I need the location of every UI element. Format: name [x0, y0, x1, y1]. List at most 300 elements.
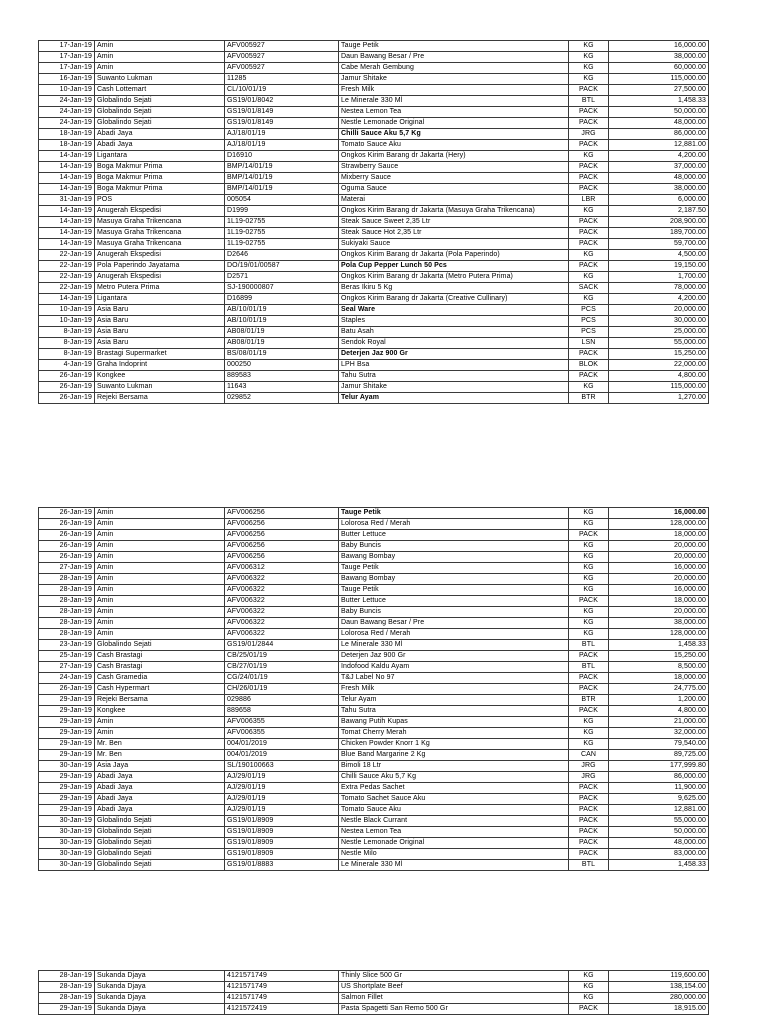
date-cell: 27-Jan-19 [39, 563, 95, 574]
vendor-cell: Abadi Jaya [95, 805, 225, 816]
vendor-cell: POS [95, 195, 225, 206]
date-cell: 29-Jan-19 [39, 1004, 95, 1015]
vendor-cell: Amin [95, 728, 225, 739]
table-row [39, 195, 709, 206]
item-cell: Telur Ayam [339, 393, 569, 404]
item-cell: Ongkos Kirim Barang dr Jakarta (Hery) [339, 151, 569, 162]
ref-cell: AB08/01/19 [225, 327, 339, 338]
item-cell: Tomato Sauce Aku [339, 805, 569, 816]
table-row [39, 607, 709, 618]
unit-cell: BTL [569, 662, 609, 673]
vendor-cell: Asia Jaya [95, 761, 225, 772]
date-cell: 24-Jan-19 [39, 118, 95, 129]
unit-cell: KG [569, 151, 609, 162]
ref-cell: 004/01/2019 [225, 750, 339, 761]
date-cell: 14-Jan-19 [39, 162, 95, 173]
unit-cell: PACK [569, 805, 609, 816]
amount-cell: 37,000.00 [609, 162, 709, 173]
table-row [39, 508, 709, 519]
table-row [39, 316, 709, 327]
table-row [39, 184, 709, 195]
item-cell: Telur Ayam [339, 695, 569, 706]
unit-cell: PACK [569, 371, 609, 382]
unit-cell: KG [569, 74, 609, 85]
table-row [39, 294, 709, 305]
ref-cell: AJ/29/01/19 [225, 783, 339, 794]
ref-cell: AFV006256 [225, 552, 339, 563]
ref-cell: AFV006312 [225, 563, 339, 574]
item-cell: Steak Sauce Hot 2,35 Ltr [339, 228, 569, 239]
table-row [39, 993, 709, 1004]
unit-cell: BTL [569, 96, 609, 107]
vendor-cell: Masuya Graha Trikencana [95, 228, 225, 239]
amount-cell: 1,458.33 [609, 640, 709, 651]
amount-cell: 20,000.00 [609, 305, 709, 316]
date-cell: 22-Jan-19 [39, 283, 95, 294]
vendor-cell: Globalindo Sejati [95, 860, 225, 871]
date-cell: 31-Jan-19 [39, 195, 95, 206]
amount-cell: 20,000.00 [609, 541, 709, 552]
amount-cell: 1,458.33 [609, 860, 709, 871]
amount-cell: 4,800.00 [609, 706, 709, 717]
item-cell: Baby Buncis [339, 607, 569, 618]
vendor-cell: Amin [95, 508, 225, 519]
date-cell: 18-Jan-19 [39, 129, 95, 140]
unit-cell: KG [569, 717, 609, 728]
unit-cell: PACK [569, 118, 609, 129]
date-cell: 14-Jan-19 [39, 151, 95, 162]
amount-cell: 8,500.00 [609, 662, 709, 673]
amount-cell: 83,000.00 [609, 849, 709, 860]
vendor-cell: Asia Baru [95, 327, 225, 338]
amount-cell: 15,250.00 [609, 349, 709, 360]
table-row [39, 827, 709, 838]
amount-cell: 208,900.00 [609, 217, 709, 228]
date-cell: 29-Jan-19 [39, 805, 95, 816]
amount-cell: 78,000.00 [609, 283, 709, 294]
amount-cell: 11,900.00 [609, 783, 709, 794]
ref-cell: 1L19-02755 [225, 239, 339, 250]
amount-cell: 18,000.00 [609, 673, 709, 684]
table-row [39, 338, 709, 349]
item-cell: Sendok Royal [339, 338, 569, 349]
item-cell: Bawang Bombay [339, 574, 569, 585]
vendor-cell: Abadi Jaya [95, 794, 225, 805]
item-cell: T&J Label No 97 [339, 673, 569, 684]
amount-cell: 48,000.00 [609, 173, 709, 184]
unit-cell: BTL [569, 860, 609, 871]
unit-cell: KG [569, 982, 609, 993]
ref-cell: 005054 [225, 195, 339, 206]
vendor-cell: Anugerah Ekspedisi [95, 206, 225, 217]
vendor-cell: Asia Baru [95, 338, 225, 349]
vendor-cell: Cash Hypermart [95, 684, 225, 695]
table-row [39, 250, 709, 261]
amount-cell: 27,500.00 [609, 85, 709, 96]
vendor-cell: Metro Putera Prima [95, 283, 225, 294]
item-cell: Tahu Sutra [339, 371, 569, 382]
vendor-cell: Mr. Ben [95, 750, 225, 761]
vendor-cell: Cash Lottemart [95, 85, 225, 96]
unit-cell: PCS [569, 305, 609, 316]
unit-cell: PACK [569, 673, 609, 684]
date-cell: 26-Jan-19 [39, 393, 95, 404]
vendor-cell: Kongkee [95, 706, 225, 717]
amount-cell: 2,187.50 [609, 206, 709, 217]
item-cell: Lolorosa Red / Merah [339, 519, 569, 530]
table-row [39, 717, 709, 728]
item-cell: Strawberry Sauce [339, 162, 569, 173]
ref-cell: AFV005927 [225, 63, 339, 74]
ref-cell: SJ-190000807 [225, 283, 339, 294]
ref-cell: GS19/01/8149 [225, 118, 339, 129]
unit-cell: KG [569, 63, 609, 74]
date-cell: 28-Jan-19 [39, 574, 95, 585]
unit-cell: PACK [569, 107, 609, 118]
vendor-cell: Globalindo Sejati [95, 107, 225, 118]
ref-cell: GS19/01/8909 [225, 849, 339, 860]
date-cell: 30-Jan-19 [39, 849, 95, 860]
date-cell: 26-Jan-19 [39, 371, 95, 382]
table-row [39, 151, 709, 162]
item-cell: Blue Band Margarine 2 Kg [339, 750, 569, 761]
date-cell: 26-Jan-19 [39, 684, 95, 695]
table-row [39, 816, 709, 827]
vendor-cell: Globalindo Sejati [95, 849, 225, 860]
vendor-cell: Amin [95, 52, 225, 63]
item-cell: Fresh Milk [339, 85, 569, 96]
amount-cell: 280,000.00 [609, 993, 709, 1004]
amount-cell: 128,000.00 [609, 629, 709, 640]
vendor-cell: Ligantara [95, 294, 225, 305]
table-row [39, 728, 709, 739]
table-row [39, 41, 709, 52]
item-cell: US Shortplate Beef [339, 982, 569, 993]
amount-cell: 60,000.00 [609, 63, 709, 74]
amount-cell: 1,270.00 [609, 393, 709, 404]
ref-cell: GS19/01/8042 [225, 96, 339, 107]
amount-cell: 119,600.00 [609, 971, 709, 982]
table-row [39, 673, 709, 684]
item-cell: Batu Asah [339, 327, 569, 338]
amount-cell: 9,625.00 [609, 794, 709, 805]
table-row [39, 217, 709, 228]
vendor-cell: Amin [95, 618, 225, 629]
table-row [39, 283, 709, 294]
vendor-cell: Globalindo Sejati [95, 96, 225, 107]
table-row [39, 63, 709, 74]
unit-cell: BTR [569, 393, 609, 404]
item-cell: Ongkos Kirim Barang dr Jakarta (Pola Paperindo) [339, 250, 569, 261]
date-cell: 8-Jan-19 [39, 349, 95, 360]
vendor-cell: Asia Baru [95, 316, 225, 327]
unit-cell: PACK [569, 783, 609, 794]
amount-cell: 4,200.00 [609, 151, 709, 162]
date-cell: 22-Jan-19 [39, 250, 95, 261]
item-cell: Chilli Sauce Aku 5,7 Kg [339, 129, 569, 140]
table-row [39, 982, 709, 993]
table-row [39, 239, 709, 250]
table-row [39, 371, 709, 382]
vendor-cell: Amin [95, 552, 225, 563]
item-cell: Nestle Black Currant [339, 816, 569, 827]
ref-cell: AFV006355 [225, 717, 339, 728]
vendor-cell: Boga Makmur Prima [95, 173, 225, 184]
unit-cell: KG [569, 618, 609, 629]
unit-cell: PACK [569, 217, 609, 228]
ref-cell: AFV006322 [225, 629, 339, 640]
ref-cell: 4121571749 [225, 971, 339, 982]
item-cell: Seal Ware [339, 305, 569, 316]
table-row [39, 783, 709, 794]
table-row [39, 74, 709, 85]
ref-cell: SL/190100663 [225, 761, 339, 772]
date-cell: 30-Jan-19 [39, 827, 95, 838]
table-row [39, 272, 709, 283]
date-cell: 28-Jan-19 [39, 993, 95, 1004]
table-row [39, 96, 709, 107]
ref-cell: AFV006322 [225, 607, 339, 618]
table-row [39, 585, 709, 596]
date-cell: 16-Jan-19 [39, 74, 95, 85]
table-row [39, 162, 709, 173]
amount-cell: 50,000.00 [609, 107, 709, 118]
ref-cell: AJ/29/01/19 [225, 772, 339, 783]
date-cell: 18-Jan-19 [39, 140, 95, 151]
table-row [39, 85, 709, 96]
item-cell: Bawang Putih Kupas [339, 717, 569, 728]
unit-cell: KG [569, 629, 609, 640]
date-cell: 29-Jan-19 [39, 750, 95, 761]
date-cell: 29-Jan-19 [39, 717, 95, 728]
amount-cell: 1,700.00 [609, 272, 709, 283]
ref-cell: CG/24/01/19 [225, 673, 339, 684]
table-row [39, 519, 709, 530]
table-row [39, 382, 709, 393]
item-cell: Tauge Petik [339, 563, 569, 574]
vendor-cell: Amin [95, 629, 225, 640]
vendor-cell: Amin [95, 541, 225, 552]
vendor-cell: Boga Makmur Prima [95, 184, 225, 195]
table-row [39, 739, 709, 750]
date-cell: 24-Jan-19 [39, 673, 95, 684]
amount-cell: 128,000.00 [609, 519, 709, 530]
item-cell: Jamur Shitake [339, 382, 569, 393]
vendor-cell: Amin [95, 574, 225, 585]
amount-cell: 38,000.00 [609, 184, 709, 195]
ref-cell: AFV006256 [225, 508, 339, 519]
item-cell: Deterjen Jaz 900 Gr [339, 349, 569, 360]
unit-cell: PACK [569, 530, 609, 541]
ref-cell: AFV006256 [225, 519, 339, 530]
ref-cell: 889583 [225, 371, 339, 382]
table-row [39, 530, 709, 541]
amount-cell: 189,700.00 [609, 228, 709, 239]
vendor-cell: Amin [95, 607, 225, 618]
date-cell: 29-Jan-19 [39, 739, 95, 750]
item-cell: Beras Ikiru 5 Kg [339, 283, 569, 294]
vendor-cell: Suwanto Lukman [95, 382, 225, 393]
date-cell: 8-Jan-19 [39, 338, 95, 349]
unit-cell: PACK [569, 827, 609, 838]
vendor-cell: Amin [95, 519, 225, 530]
unit-cell: PACK [569, 173, 609, 184]
vendor-cell: Kongkee [95, 371, 225, 382]
amount-cell: 16,000.00 [609, 508, 709, 519]
item-cell: Nestea Lemon Tea [339, 107, 569, 118]
ref-cell: D2571 [225, 272, 339, 283]
vendor-cell: Amin [95, 41, 225, 52]
ref-cell: GS19/01/8909 [225, 838, 339, 849]
item-cell: Materai [339, 195, 569, 206]
table-row [39, 971, 709, 982]
amount-cell: 55,000.00 [609, 816, 709, 827]
amount-cell: 1,200.00 [609, 695, 709, 706]
vendor-cell: Abadi Jaya [95, 772, 225, 783]
date-cell: 28-Jan-19 [39, 971, 95, 982]
ref-cell: AB/10/01/19 [225, 305, 339, 316]
table-row [39, 849, 709, 860]
table-row [39, 662, 709, 673]
unit-cell: CAN [569, 750, 609, 761]
unit-cell: SACK [569, 283, 609, 294]
item-cell: Ongkos Kirim Barang dr Jakarta (Creative Cullinary) [339, 294, 569, 305]
ref-cell: 000250 [225, 360, 339, 371]
item-cell: Butter Lettuce [339, 530, 569, 541]
date-cell: 26-Jan-19 [39, 541, 95, 552]
date-cell: 14-Jan-19 [39, 294, 95, 305]
item-cell: Tauge Petik [339, 585, 569, 596]
item-cell: Oguma Sauce [339, 184, 569, 195]
ledger-table [38, 970, 709, 1015]
table-row [39, 805, 709, 816]
ref-cell: 4121571749 [225, 993, 339, 1004]
unit-cell: KG [569, 563, 609, 574]
amount-cell: 15,250.00 [609, 651, 709, 662]
vendor-cell: Mr. Ben [95, 739, 225, 750]
ledger-table [38, 40, 709, 404]
vendor-cell: Cash Brastagi [95, 662, 225, 673]
item-cell: Tauge Petik [339, 508, 569, 519]
table-row [39, 228, 709, 239]
unit-cell: JRG [569, 772, 609, 783]
date-cell: 26-Jan-19 [39, 519, 95, 530]
vendor-cell: Amin [95, 530, 225, 541]
date-cell: 30-Jan-19 [39, 860, 95, 871]
item-cell: Nestle Lemonade Original [339, 118, 569, 129]
date-cell: 28-Jan-19 [39, 596, 95, 607]
unit-cell: PACK [569, 596, 609, 607]
unit-cell: KG [569, 250, 609, 261]
date-cell: 10-Jan-19 [39, 316, 95, 327]
item-cell: Fresh Milk [339, 684, 569, 695]
table-row [39, 206, 709, 217]
vendor-cell: Abadi Jaya [95, 140, 225, 151]
date-cell: 10-Jan-19 [39, 305, 95, 316]
ref-cell: D16910 [225, 151, 339, 162]
ref-cell: 889658 [225, 706, 339, 717]
unit-cell: KG [569, 382, 609, 393]
table-row [39, 761, 709, 772]
item-cell: Steak Sauce Sweet 2,35 Ltr [339, 217, 569, 228]
ref-cell: 029852 [225, 393, 339, 404]
amount-cell: 30,000.00 [609, 316, 709, 327]
table-row [39, 651, 709, 662]
date-cell: 17-Jan-19 [39, 41, 95, 52]
unit-cell: KG [569, 728, 609, 739]
table-row [39, 552, 709, 563]
amount-cell: 4,500.00 [609, 250, 709, 261]
unit-cell: PACK [569, 85, 609, 96]
table-row [39, 794, 709, 805]
ledger-block-3 [38, 970, 708, 1015]
amount-cell: 21,000.00 [609, 717, 709, 728]
date-cell: 4-Jan-19 [39, 360, 95, 371]
vendor-cell: Brastagi Supermarket [95, 349, 225, 360]
amount-cell: 55,000.00 [609, 338, 709, 349]
vendor-cell: Anugerah Ekspedisi [95, 272, 225, 283]
table-row [39, 860, 709, 871]
amount-cell: 24,775.00 [609, 684, 709, 695]
item-cell: Tahu Sutra [339, 706, 569, 717]
date-cell: 10-Jan-19 [39, 85, 95, 96]
unit-cell: JRG [569, 761, 609, 772]
vendor-cell: Sukanda Djaya [95, 982, 225, 993]
vendor-cell: Globalindo Sejati [95, 827, 225, 838]
table-row [39, 695, 709, 706]
vendor-cell: Sukanda Djaya [95, 971, 225, 982]
item-cell: Sukiyaki Sauce [339, 239, 569, 250]
ref-cell: CB/27/01/19 [225, 662, 339, 673]
date-cell: 30-Jan-19 [39, 761, 95, 772]
vendor-cell: Globalindo Sejati [95, 640, 225, 651]
item-cell: Ongkos Kirim Barang dr Jakarta (Metro Putera Prima) [339, 272, 569, 283]
table-row [39, 563, 709, 574]
item-cell: Le Minerale 330 Ml [339, 860, 569, 871]
item-cell: Ongkos Kirim Barang dr Jakarta (Masuya Graha Trikencana) [339, 206, 569, 217]
date-cell: 14-Jan-19 [39, 206, 95, 217]
ref-cell: AFV006322 [225, 574, 339, 585]
vendor-cell: Boga Makmur Prima [95, 162, 225, 173]
unit-cell: JRG [569, 129, 609, 140]
unit-cell: KG [569, 541, 609, 552]
date-cell: 24-Jan-19 [39, 96, 95, 107]
date-cell: 29-Jan-19 [39, 794, 95, 805]
item-cell: Thinly Slice 500 Gr [339, 971, 569, 982]
item-cell: Nestle Lemonade Original [339, 838, 569, 849]
amount-cell: 38,000.00 [609, 618, 709, 629]
table-row [39, 772, 709, 783]
ref-cell: AFV006322 [225, 585, 339, 596]
table-row [39, 360, 709, 371]
amount-cell: 86,000.00 [609, 772, 709, 783]
amount-cell: 18,000.00 [609, 530, 709, 541]
vendor-cell: Cash Brastagi [95, 651, 225, 662]
unit-cell: BTL [569, 640, 609, 651]
amount-cell: 6,000.00 [609, 195, 709, 206]
date-cell: 28-Jan-19 [39, 618, 95, 629]
item-cell: Le Minerale 330 Ml [339, 96, 569, 107]
unit-cell: LSN [569, 338, 609, 349]
table-row [39, 640, 709, 651]
date-cell: 28-Jan-19 [39, 982, 95, 993]
vendor-cell: Masuya Graha Trikencana [95, 239, 225, 250]
ref-cell: DO/19/01/00587 [225, 261, 339, 272]
item-cell: Indofood Kaldu Ayam [339, 662, 569, 673]
vendor-cell: Asia Baru [95, 305, 225, 316]
amount-cell: 12,881.00 [609, 140, 709, 151]
vendor-cell: Sukanda Djaya [95, 993, 225, 1004]
